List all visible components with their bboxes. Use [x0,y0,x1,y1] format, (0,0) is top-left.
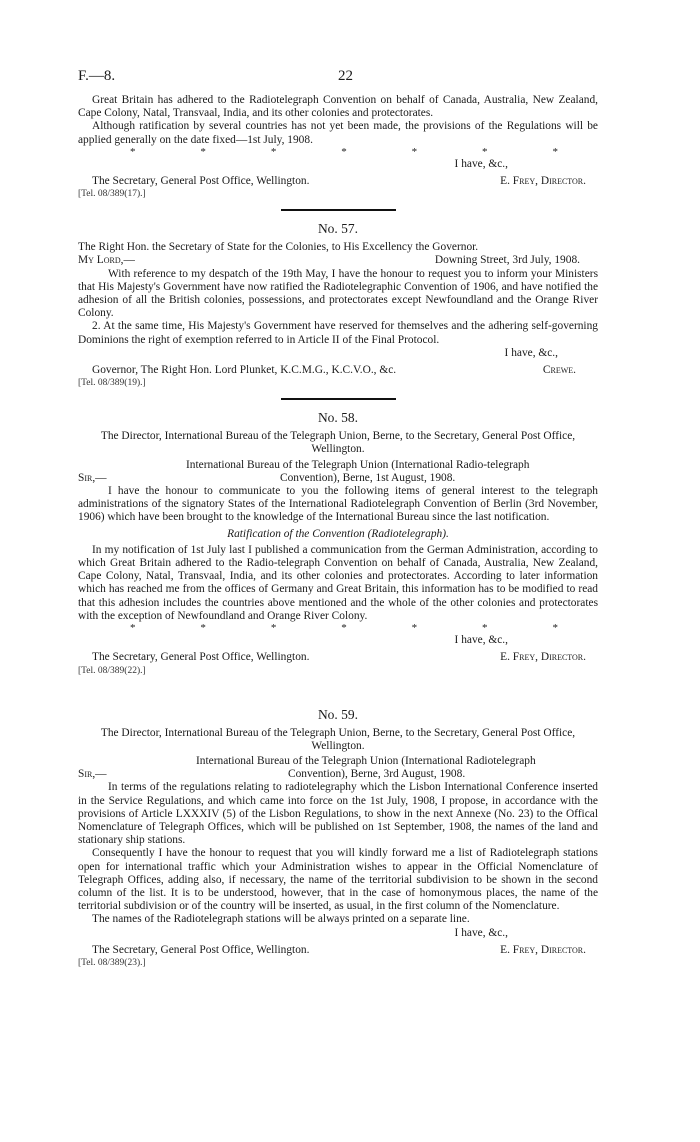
page-number: 22 [338,68,353,84]
closing: I have, &c., [454,157,508,170]
section-divider [281,398,396,400]
letter-no-59 [78,707,598,969]
signature-row [78,944,598,957]
intro-letter-section [78,94,598,200]
subheading: Ratification of the Convention (Radiotelegraph). [227,527,449,540]
addressee: The Secretary, General Post Office, Wellington. [92,175,310,188]
letter-heading: The Director, International Bureau of the Telegraph Union, Berne, to the Secretary, General Post Office, Wellington. [100,726,576,752]
salutation: Sir,— [78,767,107,780]
letter-number: No. 59. [317,706,359,722]
letter-no-57 [78,221,598,389]
addressee: The Secretary, General Post Office, Wellington. [92,651,310,664]
address-line: Convention), Berne, 1st August, 1908. [280,471,456,484]
ellipsis-stars: * * * * * * * [130,622,558,635]
paragraph: With reference to my despatch of the 19th May, I have the honour to request you to inform your Ministers that His Majesty's Government have now ratified the Radiotelegraphic Convention of 1906, and have notified the adhesion of all the British colonies, possessions, and protectorates except Newfoundland and the Orange River Colony. [78,267,598,320]
paragraph: Consequently I have the honour to request that you will kindly forward me a list of Radiotelegraph stations open for international traffic which your Administration wishes to appear in the Official Nomenclature of Telegraph Offices, adding also, if necessary, the name of the territorial subdivision to be shown in the second column of the list. It is to be understood, however, that in the case of homonymous places, the name of the territorial subdivision or of the country will be inserted, as usual, in the first column of the Nomenclature. [78,847,598,913]
letter-no-58 [78,410,598,676]
addressee: Governor, The Right Hon. Lord Plunket, K.C.M.G., K.C.V.O., &c. [92,364,397,377]
place-date: Downing Street, 3rd July, 1908. [434,254,580,267]
telegram-reference: [Tel. 08/389(23).] [78,957,146,968]
paragraph: Although ratification by several countries has not yet been made, the provisions of the Regulations will be applied generally on the date fixed—1st July, 1908. [78,120,598,146]
paragraph: Great Britain has adhered to the Radiotelegraph Convention on behalf of Canada, Australia, New Zealand, Cape Colony, Natal, Transvaal, India, and its other colonies and protectorates. [78,94,598,120]
address-block [78,755,598,781]
signatory: E. Frey, Director. [500,943,586,956]
signature-row [78,651,598,664]
signature-row [78,364,598,377]
salutation: Sir,— [78,471,107,484]
document-reference: F.—8. [78,68,116,84]
paragraph: In my notification of 1st July last I published a communication from the German Administration, according to which Great Britain adhered to the Radio-telegraph Convention on behalf of Canada, Australia, New Zealand, Cape Colony, Natal, Transvaal, India, and its other colonies and protectorates. According to later information which has reached me from the offices of Germany and Great Britain, this information has to be modified to read that this adhesion includes the countries above mentioned and the whole of the other colonies and protectorates with the exception of Newfoundland and Orange River Colony. [78,543,598,622]
signatory: Crewe. [542,364,576,377]
letter-heading: The Right Hon. the Secretary of State for the Colonies, to His Excellency the Governor. [78,241,479,254]
signature-row [78,175,598,188]
letter-number: No. 57. [317,221,359,237]
paragraph: I have the honour to communicate to you the following items of general interest to the telegraph administrations of the signatory States of the International Radiotelegraph Convention of Berlin (3rd November, 1906) which have been brought to the knowledge of the International Bureau since the last notification. [78,485,598,524]
address-block [78,459,598,485]
ellipsis-stars: * * * * * * * [130,145,558,158]
address-line: International Bureau of the Telegraph Union (International Radio-telegraph [186,458,530,471]
document-page [78,70,598,969]
letter-number: No. 58. [317,410,359,426]
address-line: Convention), Berne, 3rd August, 1908. [288,768,466,781]
paragraph: In terms of the regulations relating to radiotelegraphy which the Lisbon International Conference inserted in the Service Regulations, and which came into force on the 1st July, 1908, I propose, in accordance with the provisions of Article LXXXIV (5) of the Lisbon Regulations, to show in the next Annexe (No. 23) to the Offical Nomenclature of Telegraph Offices, which will be published on 1st September, 1908, the names of the land and stationary ship stations. [78,781,598,847]
letter-heading: The Director, International Bureau of the Telegraph Union, Berne, to the Secretary, General Post Office, Wellington. [100,430,576,456]
section-divider [281,209,396,211]
paragraph: The names of the Radiotelegraph stations will be always printed on a separate line. [92,913,470,926]
signatory: E. Frey, Director. [500,651,586,664]
signatory: E. Frey, Director. [500,175,586,188]
telegram-reference: [Tel. 08/389(22).] [78,665,146,676]
salutation: My Lord,— [78,254,135,267]
closing: I have, &c., [454,926,508,939]
telegram-reference: [Tel. 08/389(19).] [78,378,146,389]
page-header [78,70,598,94]
spacer [78,677,598,703]
salutation-row [78,254,598,267]
closing: I have, &c., [454,634,508,647]
addressee: The Secretary, General Post Office, Wellington. [92,943,310,956]
telegram-reference: [Tel. 08/389(17).] [78,189,146,200]
paragraph: 2. At the same time, His Majesty's Government have reserved for themselves and the adhering self-governing Dominions the right of exemption referred to in Article II of the Final Protocol. [78,320,598,346]
closing: I have, &c., [504,346,558,359]
address-line: International Bureau of the Telegraph Union (International Radiotelegraph [196,754,536,767]
